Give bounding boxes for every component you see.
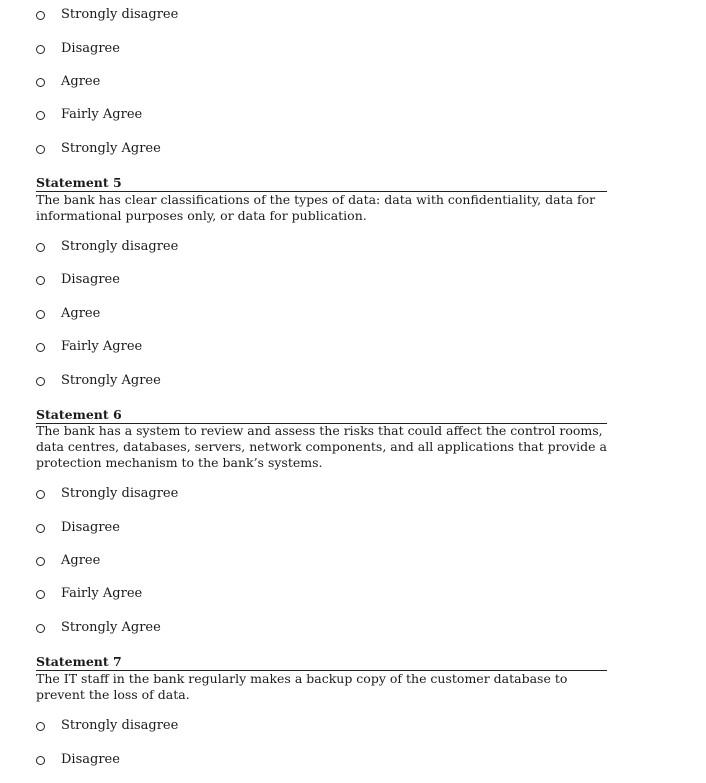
statement4-option-strongly-agree[interactable] xyxy=(36,140,161,158)
statement7-option-disagree[interactable] xyxy=(36,751,120,769)
option-label: Disagree xyxy=(61,520,120,535)
statement6-option-disagree[interactable] xyxy=(36,519,120,537)
option-label: Fairly Agree xyxy=(61,107,143,122)
radio-icon[interactable] xyxy=(36,310,45,319)
statement5-option-strongly-disagree[interactable] xyxy=(36,238,178,256)
radio-icon[interactable] xyxy=(36,590,45,599)
option-label: Strongly Agree xyxy=(61,620,161,635)
option-label: Strongly Agree xyxy=(61,141,161,156)
statement7-text: The IT staff in the bank regularly makes a backup copy of the customer database to prevent the loss of data. xyxy=(36,671,568,702)
statement6-option-strongly-disagree[interactable] xyxy=(36,485,178,503)
option-label: Strongly disagree xyxy=(61,7,179,22)
option-label: Disagree xyxy=(61,752,120,767)
statement4-option-strongly-disagree[interactable] xyxy=(36,6,178,24)
radio-icon[interactable] xyxy=(36,11,45,20)
radio-icon[interactable] xyxy=(36,377,45,386)
radio-icon[interactable] xyxy=(36,557,45,566)
radio-icon[interactable] xyxy=(36,111,45,120)
statement5-option-fairly-agree[interactable] xyxy=(36,338,142,356)
radio-icon[interactable] xyxy=(36,243,45,252)
option-label: Strongly disagree xyxy=(61,718,179,733)
statement5-option-strongly-agree[interactable] xyxy=(36,372,161,390)
option-label: Strongly disagree xyxy=(61,239,179,254)
statement5-option-disagree[interactable] xyxy=(36,271,120,289)
option-label: Strongly disagree xyxy=(61,486,179,501)
radio-icon[interactable] xyxy=(36,524,45,533)
statement7-option-strongly-disagree[interactable] xyxy=(36,717,178,735)
option-label: Fairly Agree xyxy=(61,339,143,354)
statement5-text: The bank has clear classifications of the types of data: data with confidentiality, data for informational purposes only, or data for publication. xyxy=(36,192,596,223)
radio-icon[interactable] xyxy=(36,624,45,633)
radio-icon[interactable] xyxy=(36,45,45,54)
statement4-option-fairly-agree[interactable] xyxy=(36,106,142,124)
option-label: Agree xyxy=(61,74,101,89)
radio-icon[interactable] xyxy=(36,490,45,499)
statement5-option-agree[interactable] xyxy=(36,305,100,323)
statement6-option-strongly-agree[interactable] xyxy=(36,619,161,637)
option-label: Strongly Agree xyxy=(61,373,161,388)
statement4-option-disagree[interactable] xyxy=(36,40,120,58)
radio-icon[interactable] xyxy=(36,145,45,154)
statement5-title: Statement 5 xyxy=(36,175,607,192)
radio-icon[interactable] xyxy=(36,343,45,352)
option-label: Agree xyxy=(61,553,101,568)
radio-icon[interactable] xyxy=(36,722,45,731)
radio-icon[interactable] xyxy=(36,756,45,765)
option-label: Fairly Agree xyxy=(61,586,143,601)
statement6-title: Statement 6 xyxy=(36,407,607,424)
statement6-option-fairly-agree[interactable] xyxy=(36,585,142,603)
option-label: Disagree xyxy=(61,272,120,287)
statement4-option-agree[interactable] xyxy=(36,73,100,91)
statement6-text: The bank has a system to review and assess the risks that could affect the control rooms, data centres, databases, servers, network components, and all applications that provide a protection mechanism to the bank’s systems. xyxy=(36,423,607,470)
option-label: Disagree xyxy=(61,41,120,56)
option-label: Agree xyxy=(61,306,101,321)
statement7-title: Statement 7 xyxy=(36,654,607,671)
radio-icon[interactable] xyxy=(36,276,45,285)
radio-icon[interactable] xyxy=(36,78,45,87)
statement6-option-agree[interactable] xyxy=(36,552,100,570)
